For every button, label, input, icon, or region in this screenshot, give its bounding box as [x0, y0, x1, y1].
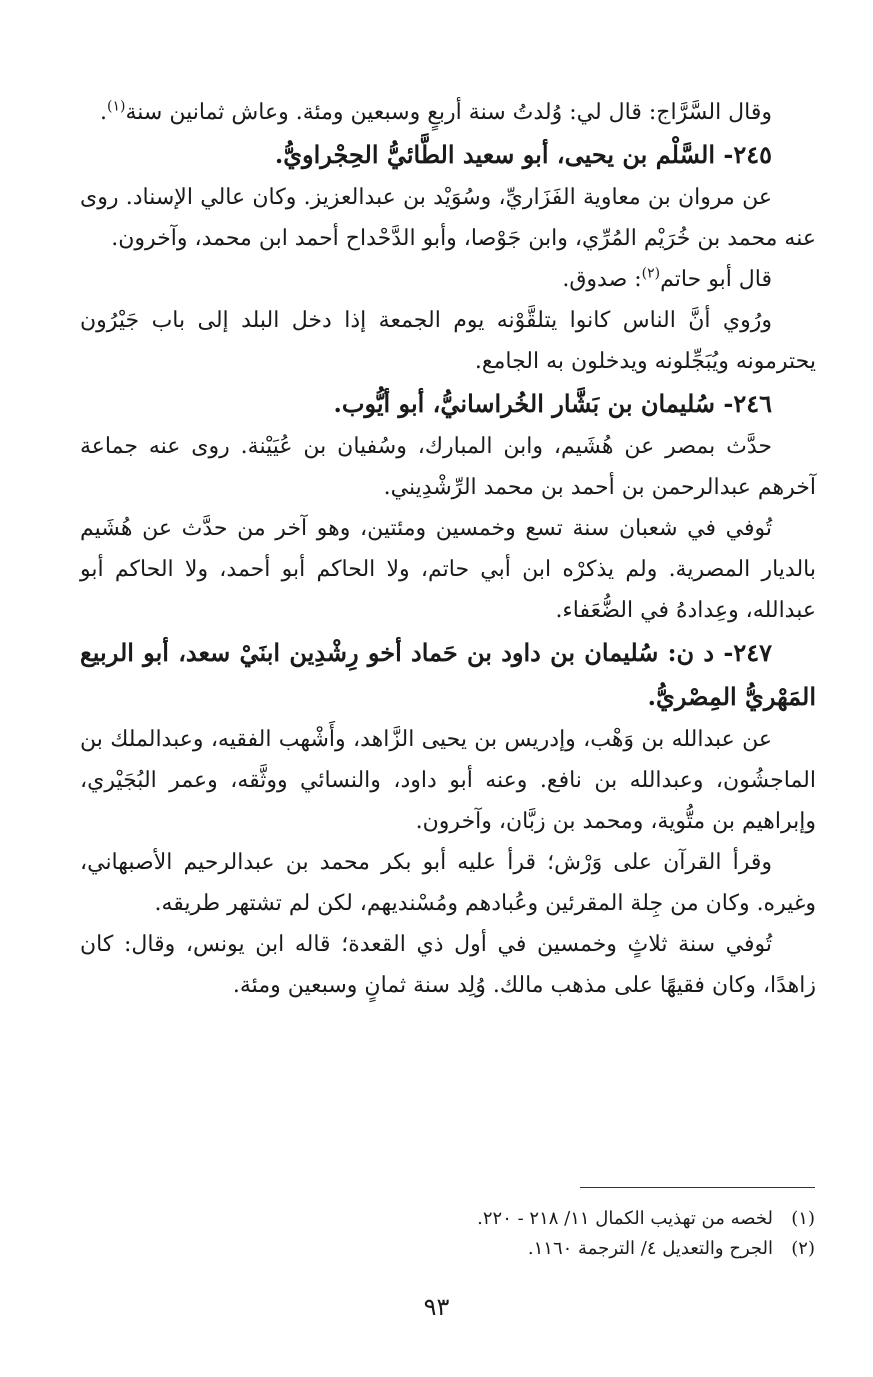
- footnote-number: (١): [791, 1208, 815, 1229]
- paragraph-text-end: .: [100, 100, 108, 125]
- paragraph-247-death: تُوفي سنة ثلاثٍ وخمسين في أول ذي القعدة؛ قاله ابن يونس، وقال: كان زاهدًا، وكان فقيهًا على مذهب مالك. وُلِد سنة ثمانٍ وسبعين ومئة.: [80, 932, 816, 998]
- paragraph-text: وقال السَّرَّاج: قال لي: وُلدتُ سنة أربعٍ وسبعين ومئة. وعاش ثمانين سنة: [125, 100, 772, 125]
- paragraph-245-abu-hatim: [80, 259, 816, 300]
- footnote-text: الجرح والتعديل ٤/ الترجمة ١١٦٠.: [527, 1238, 773, 1259]
- main-text: [80, 92, 816, 1006]
- paragraph-text-end: : صدوق.: [562, 267, 642, 292]
- footnote-reference: (١): [107, 98, 126, 115]
- footnote-text: لخصه من تهذيب الكمال ١١/ ٢١٨ - ٢٢٠.: [477, 1208, 773, 1229]
- paragraph-246-death: تُوفي في شعبان سنة تسع وخمسين ومئتين، وهو آخر من حدَّث عن هُشَيم بالديار المصرية. ولم يذكرْه ابن أبي حاتم، ولا الحاكم أبو أحمد، ولا الحاكم أبو عبدالله، وعِدادهُ في الضُّعَفاء.: [80, 516, 816, 623]
- entry-heading-245: ٢٤٥- السَّلْم بن يحيى، أبو سعيد الطَّائيُّ الحِجْراويُّ.: [274, 140, 772, 169]
- paragraph-text: قال أبو حاتم: [660, 267, 772, 292]
- page-number: ٩٣: [423, 1293, 450, 1321]
- footnote-1: [215, 1204, 815, 1234]
- footnote-2: [215, 1234, 815, 1264]
- paragraph-246-narrators: حدَّث بمصر عن هُشَيم، وابن المبارك، وسُفيان بن عُيَيْنة. روى عنه جماعة آخرهم عبدالرحمن بن أحمد بن محمد الرِّشْدِيني.: [80, 434, 816, 500]
- footnote-reference: (٢): [641, 265, 661, 282]
- entry-heading-246: ٢٤٦- سُليمان بن بَشَّار الخُراسانيُّ، أبو أيُّوب.: [333, 389, 772, 418]
- paragraph-247-quran: وقرأ القرآن على وَرْش؛ قرأ عليه أبو بكر محمد بن عبدالرحيم الأصبهاني، وغيره. وكان من جِلة المقرئين وعُبادهم ومُسْنديهم، لكن لم تشتهر طريقه.: [80, 850, 816, 916]
- paragraph-245-narrators: عن مروان بن معاوية الفَزَاريِّ، وسُوَيْد بن عبدالعزيز. وكان عالي الإسناد. روى عنه محمد بن خُرَيْم المُرِّي، وابن جَوْصا، وأبو الدَّحْداح أحمد ابن محمد، وآخرون.: [80, 185, 816, 251]
- footnotes: [215, 1204, 815, 1264]
- paragraph-247-narrators: عن عبدالله بن وَهْب، وإدريس بن يحيى الزَّاهد، وأَشْهب الفقيه، وعبدالملك بن الماجشُون، وعبدالله بن نافع. وعنه أبو داود، والنسائي ووثَّقه، وعمر البُجَيْري، وإبراهيم بن متُّوية، ومحمد بن زبَّان، وآخرون.: [80, 727, 816, 834]
- paragraph-sarraj: [80, 92, 816, 133]
- entry-heading-247: ٢٤٧- د ن: سُليمان بن داود بن حَماد أخو رِشْدِين ابنَيْ سعد، أبو الربيع المَهْريُّ المِصْريُّ.: [80, 638, 816, 711]
- paragraph-245-jayrun: ورُوي أنَّ الناس كانوا يتلقَّوْنه يوم الجمعة إذا دخل البلد إلى باب جَيْرُون يحترمونه ويُبَجِّلونه ويدخلون به الجامع.: [80, 308, 816, 374]
- footnote-divider: [580, 1187, 815, 1188]
- footnote-number: (٢): [791, 1238, 815, 1259]
